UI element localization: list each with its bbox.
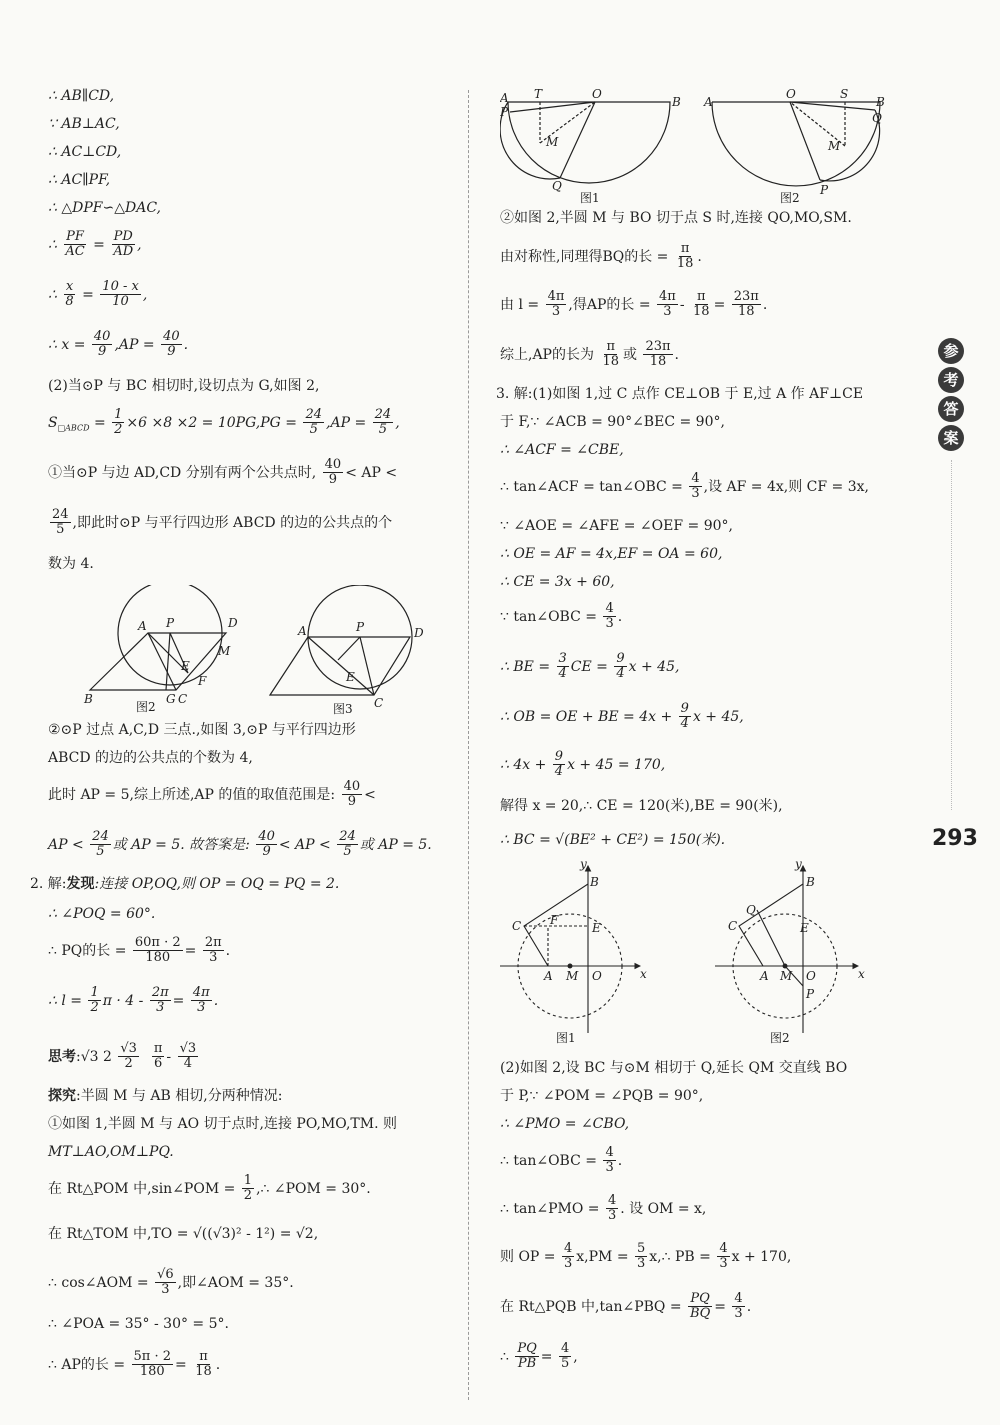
text-line: ∴ CE = 3x + 60, (500, 574, 615, 590)
svg-text:B: B (84, 692, 93, 706)
text-line: (2)如图 2,设 BC 与⊙M 相切于 Q,延长 QM 交直线 BO (500, 1060, 848, 1076)
equation-line: 由对称性,同理得BQ的长 = $\frac{\pi}{18}$ . (500, 241, 702, 272)
text-line: ∵ AB⊥AC, (48, 116, 120, 132)
equation-line: 在 Rt△POM 中,sin∠POM = $\frac{1}{2}$ ,∴ ∠POM = 30°. (48, 1173, 371, 1204)
svg-text:x: x (858, 967, 865, 981)
equation-line: 综上,AP的长为 $\frac{\pi}{18}$ 或 $\frac{23\pi}{18}$ . (500, 339, 679, 370)
figure-caption-1: 图1 (580, 191, 600, 204)
equation-line: ∴ l = $\frac{1}{2}$ π · 4 - $\frac{2\pi}{3}$ = $\frac{4\pi}{3}$ . (48, 985, 219, 1016)
figure-caption-b: 图2 (770, 1031, 790, 1045)
svg-text:A: A (138, 619, 147, 633)
svg-text:C: C (374, 696, 384, 710)
svg-text:B: B (876, 95, 885, 109)
text-line: 于 P,∵ ∠POM = ∠PQB = 90°, (500, 1088, 704, 1104)
equation-line: ∴ $\frac{PQ}{PB}$ = $\frac{4}{5}$ , (500, 1341, 578, 1372)
svg-text:C: C (512, 919, 522, 933)
svg-text:E: E (592, 921, 601, 935)
svg-text:Q: Q (872, 111, 882, 125)
svg-text:M: M (828, 139, 841, 153)
explore-heading: 探究:半圆 M 与 AB 相切,分两种情况: (48, 1088, 283, 1104)
text-line: ∴ AC⊥CD, (48, 144, 122, 160)
svg-text:F: F (198, 674, 207, 688)
svg-text:A: A (298, 624, 307, 638)
equation-line: ∵ tan∠OBC = $\frac{4}{3}$ . (500, 601, 623, 632)
text-line: ∴ ∠PMO = ∠CBO, (500, 1116, 630, 1132)
svg-text:C: C (178, 692, 188, 706)
text-line: 解得 x = 20,∴ CE = 120(米),BE = 90(米), (500, 798, 783, 814)
svg-text:D: D (414, 626, 424, 640)
equation-line: ∴ tan∠ACF = tan∠OBC = $\frac{4}{3}$ ,设 AF = 4x,则 CF = 3x, (500, 471, 869, 502)
question-2-heading: 2. 解:发现:连接 OP,OQ,则 OP = OQ = PQ = 2. (30, 876, 340, 892)
svg-text:E: E (800, 921, 809, 935)
text-line: $\frac{24}{5}$ ,即此时⊙P 与平行四边形 ABCD 的边的公共点的个 (52, 507, 393, 538)
semicircle-figures (500, 88, 900, 204)
equation-line: ∴ tan∠PMO = $\frac{4}{3}$ . 设 OM = x, (500, 1193, 707, 1224)
svg-text:M: M (218, 644, 231, 658)
tab-char: 考 (938, 367, 964, 393)
equation-line: 由 l = $\frac{4\pi}{3}$ ,得AP的长 = $\frac{4\pi}{3}$ - $\frac{\pi}{18}$ = $\frac{23\pi}{18}$ . (500, 289, 768, 320)
svg-text:G: G (166, 692, 176, 706)
svg-text:Q: Q (746, 903, 756, 917)
equation-line: ∴ OB = OE + BE = 4x + $\frac{9}{4}$ x + 45, (500, 701, 744, 732)
svg-text:C: C (728, 919, 738, 933)
svg-text:y: y (580, 858, 587, 871)
figure-caption-2: 图2 (780, 191, 800, 204)
figure-caption-a: 图1 (556, 1031, 576, 1045)
svg-text:P: P (356, 620, 365, 634)
svg-text:T: T (534, 88, 543, 101)
tab-char: 参 (938, 338, 964, 364)
page-number: 293 (932, 826, 978, 851)
question-3-heading: 3. 解:(1)如图 1,过 C 点作 CE⊥OB 于 E,过 A 作 AF⊥CE (496, 386, 864, 402)
equation-line: ∴ $\frac{x}{8}$ = $\frac{10 - x}{10}$ , (48, 279, 148, 310)
text-line: 此时 AP = 5,综上所述,AP 的值的取值范围是: $\frac{40}{9}$ < (48, 779, 376, 810)
equation-line: ∴ tan∠OBC = $\frac{4}{3}$ . (500, 1145, 623, 1176)
svg-text:B: B (672, 95, 681, 109)
svg-text:E: E (181, 659, 190, 673)
equation-line: $S_{□ABCD}$ = $\frac{1}{2}$ ×6 ×8 ×2 = 10PG,PG = $\frac{24}{5}$ ,AP = $\frac{24}{5}$ , (48, 407, 400, 438)
svg-text:A: A (704, 95, 713, 109)
svg-text:M: M (566, 969, 579, 983)
svg-text:M: M (546, 135, 559, 149)
svg-text:O: O (592, 969, 602, 983)
svg-text:E: E (346, 670, 355, 684)
text-line: ①如图 1,半圆 M 与 AO 切于点时,连接 PO,MO,TM. 则 (48, 1116, 397, 1132)
equation-line: ∴ BE = $\frac{3}{4}$ CE = $\frac{9}{4}$ x + 45, (500, 651, 680, 682)
text-line: 于 F,∵ ∠ACB = 90°∠BEC = 90°, (500, 414, 725, 430)
svg-text:B: B (590, 875, 599, 889)
think-line: 思考:√3 2 $\frac{√3}{2}$ $\frac{\pi}{6}$ - $\frac{√3}{4}$ (48, 1041, 197, 1072)
text-line: ②⊙P 过点 A,C,D 三点.,如图 3,⊙P 与平行四边形 (48, 722, 356, 738)
svg-text:D: D (228, 616, 238, 630)
text-line: AP < $\frac{24}{5}$ 或 AP = 5. 故答案是: $\frac{40}{9}$ < AP < $\frac{24}{5}$ 或 AP = 5. (48, 829, 432, 860)
text-line: ∴ OE = AF = 4x,EF = OA = 60, (500, 546, 723, 562)
equation-line: ∴ 4x + $\frac{9}{4}$ x + 45 = 170, (500, 749, 666, 780)
svg-text:S: S (840, 88, 849, 101)
equation-line: ∴ cos∠AOM = $\frac{√6}{3}$ ,即∠AOM = 35°. (48, 1267, 294, 1298)
text-line: ∴ BC = √(BE² + CE²) = 150(米). (500, 832, 726, 848)
text-line: 在 Rt△TOM 中,TO = √((√3)² - 1²) = √2, (48, 1226, 319, 1242)
svg-text:A: A (544, 969, 553, 983)
svg-text:x: x (640, 967, 647, 981)
coordinate-figures (500, 858, 870, 1048)
text-line: ①当⊙P 与边 AD,CD 分别有两个公共点时, $\frac{40}{9}$ < AP < (48, 457, 398, 488)
svg-text:O: O (592, 88, 602, 101)
svg-text:O: O (786, 88, 796, 101)
svg-text:P: P (806, 987, 815, 1001)
svg-text:A: A (760, 969, 769, 983)
tab-char: 答 (938, 396, 964, 422)
text-line: (2)当⊙P 与 BC 相切时,设切点为 G,如图 2, (48, 378, 320, 394)
equation-line: 则 OP = $\frac{4}{3}$ x,PM = $\frac{5}{3}$ x,∴ PB = $\frac{4}{3}$ x + 170, (500, 1241, 792, 1272)
equation-line: ∴ $\frac{PF}{AC}$ = $\frac{PD}{AD}$ , (48, 229, 142, 260)
reference-answer-tab (938, 338, 968, 454)
svg-text:O: O (806, 969, 816, 983)
equation-line: 在 Rt△PQB 中,tan∠PBQ = $\frac{PQ}{BQ}$ = $\frac{4}{3}$ . (500, 1291, 752, 1322)
text-line: ∴ ∠ACF = ∠CBE, (500, 442, 624, 458)
text-line: ∴ AC∥PF, (48, 172, 111, 188)
tab-char: 案 (938, 425, 964, 451)
svg-text:y: y (795, 858, 802, 871)
figure-caption-3: 图3 (333, 702, 353, 715)
text-line: ∴ ∠POA = 35° - 30° = 5°. (48, 1316, 229, 1332)
text-line: ∴ AB∥CD, (48, 88, 115, 104)
circle-parallelogram-figure (78, 585, 458, 715)
svg-text:M: M (780, 969, 793, 983)
text-line: 数为 4. (48, 556, 94, 572)
svg-text:A: A (500, 91, 509, 105)
text-line: ∴ △DPF∽△DAC, (48, 200, 161, 216)
svg-text:Q: Q (552, 179, 562, 193)
equation-line: ∴ x = $\frac{40}{9}$ ,AP = $\frac{40}{9}$ . (48, 329, 189, 360)
text-line: ABCD 的边的公共点的个数为 4, (48, 750, 253, 766)
text-line: ②如图 2,半圆 M 与 BO 切于点 S 时,连接 QO,MO,SM. (500, 210, 852, 226)
svg-text:P: P (166, 616, 175, 630)
text-line: ∴ ∠POQ = 60°. (48, 906, 156, 922)
svg-text:P: P (500, 105, 509, 119)
text-line: MT⊥AO,OM⊥PQ. (48, 1144, 174, 1160)
column-divider (468, 90, 469, 1400)
side-dotted-line (951, 460, 952, 810)
equation-line: ∴ AP的长 = $\frac{5\pi \cdot 2}{180}$ = $\frac{\pi}{18}$ . (48, 1349, 221, 1380)
text-line: ∵ ∠AOE = ∠AFE = ∠OEF = 90°, (500, 518, 733, 534)
equation-line: ∴ PQ的长 = $\frac{60\pi \cdot 2}{180}$ = $\frac{2\pi}{3}$ . (48, 935, 231, 966)
figure-caption-2: 图2 (136, 700, 156, 714)
svg-text:F: F (550, 913, 559, 927)
svg-text:P: P (820, 183, 829, 197)
svg-text:B: B (806, 875, 815, 889)
